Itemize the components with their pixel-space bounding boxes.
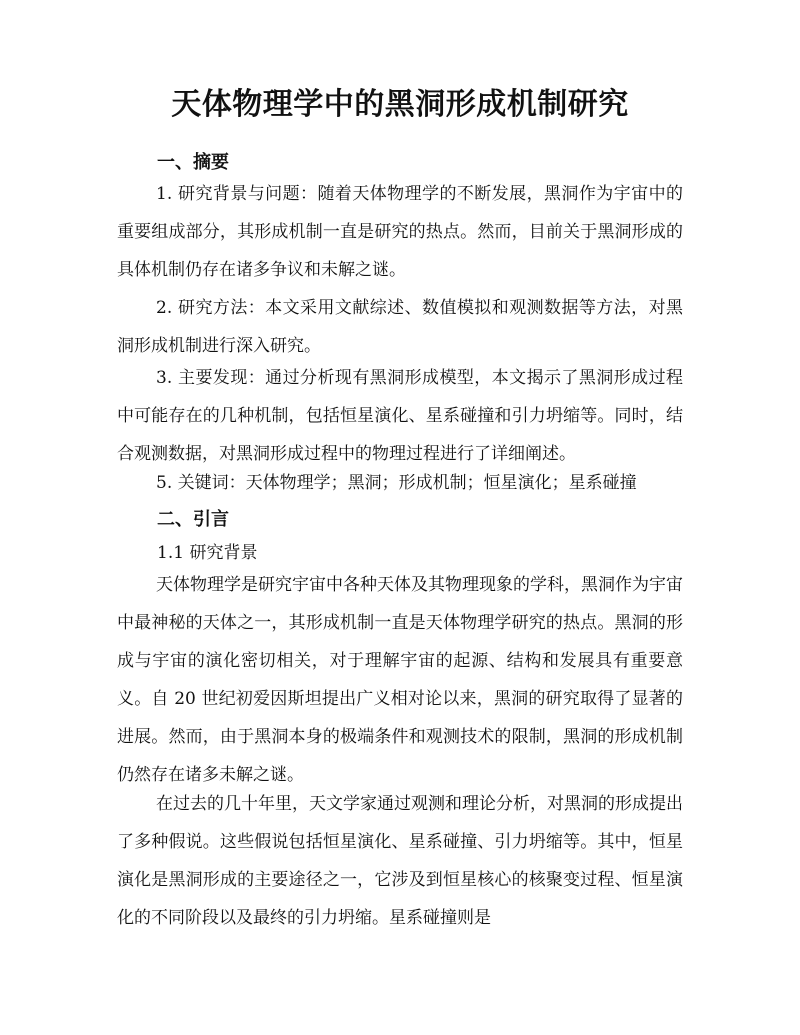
document-title: 天体物理学中的黑洞形成机制研究 xyxy=(171,87,629,122)
abstract-item-background: 1. 研究背景与问题：随着天体物理学的不断发展，黑洞作为宇宙中的重要组成部分，其形成机制一直是研究的热点。然而，目前关于黑洞形成的具体机制仍存在诸多争议和未解之谜。 xyxy=(117,184,683,280)
section-heading-introduction: 二、引言 xyxy=(157,509,229,530)
abstract-item-methods: 2. 研究方法：本文采用文献综述、数值模拟和观测数据等方法，对黑洞形成机制进行深入研究。 xyxy=(117,298,683,356)
intro-paragraph: 在过去的几十年里，天文学家通过观测和理论分析，对黑洞的形成提出了多种假说。这些假说包括恒星演化、星系碰撞、引力坍缩等。其中，恒星演化是黑洞形成的主要途径之一，它涉及到恒星核心的核聚变过程、恒星演化的不同阶段以及最终的引力坍缩。星系碰撞则是 xyxy=(117,794,683,928)
intro-paragraph: 天体物理学是研究宇宙中各种天体及其物理现象的学科，黑洞作为宇宙中最神秘的天体之一，其形成机制一直是天体物理学研究的热点。黑洞的形成与宇宙的演化密切相关，对于理解宇宙的起源、结构和发展具有重要意义。自 20 世纪初爱因斯坦提出广义相对论以来，黑洞的研究取得了显著的进展。然而，由于黑洞本身的极端条件和观测技术的限制，黑洞的形成机制仍然存在诸多未解之谜。 xyxy=(117,575,683,785)
subsection-heading-background: 1.1 研究背景 xyxy=(157,543,258,563)
abstract-item-keywords: 5. 关键词：天体物理学；黑洞；形成机制；恒星演化；星系碰撞 xyxy=(156,473,637,493)
section-heading-abstract: 一、摘要 xyxy=(157,152,229,173)
abstract-item-findings: 3. 主要发现：通过分析现有黑洞形成模型，本文揭示了黑洞形成过程中可能存在的几种机制，包括恒星演化、星系碰撞和引力坍缩等。同时，结合观测数据，对黑洞形成过程中的物理过程进行了详细阐述。 xyxy=(117,368,683,464)
